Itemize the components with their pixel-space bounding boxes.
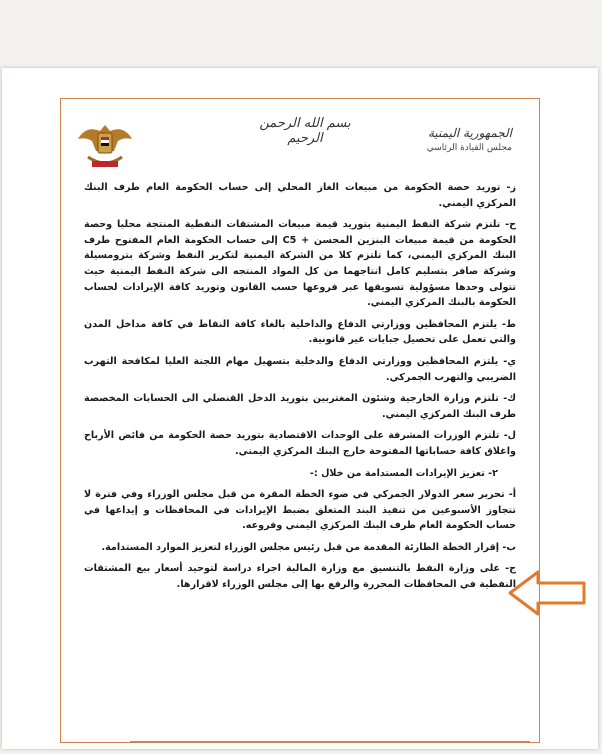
list-item xyxy=(84,561,516,592)
item-text: تلتزم الوزرات المشرفة على الوحدات الاقتصادية بتوريد حصة الحكومة من فائض الأرباح واغلاق كافة حساباتها المفتوحة خارج البنك المركزي اليمني. xyxy=(84,430,516,457)
document-body xyxy=(84,180,516,599)
item-text: تحرير سعر الدولار الجمركي في ضوء الخطة المقرة من قبل مجلس الوزراء وفي فترة لا تتجاوز الأسبوعين من تنفيذ البند المتعلق بضبط الإيرادات في المحافظات و إيداعها في حساب الحكومة العام طرف البنك المركزي اليمني وفروعه. xyxy=(84,489,516,532)
list-item xyxy=(84,180,516,211)
item-text: يلتزم المحافظين ووزارتي الدفاع والدخلية بتسهيل مهام اللجنة العليا لمكافحة التهرب الضريبي والتهرب الجمركي. xyxy=(84,355,516,383)
republic-name: الجمهورية اليمنية xyxy=(427,126,512,140)
item-label: ح- xyxy=(505,219,516,231)
item-label: ط- xyxy=(502,318,516,330)
item-text: توريد حصة الحكومة من مبيعات الغاز المحلي إلى حساب الحكومة العام طرف البنك المركزي اليمني. xyxy=(84,182,516,209)
item-text: على وزارة النفط بالتنسيق مع وزارة المالية اجراء دراسة لتوحيد أسعار بيع المشتقات النفطية في المحافظات المحررة والرفع بها إلى مجلس الوزراء لاقرارها. xyxy=(84,563,516,591)
item-text: تلتزم شركة النفط اليمنية بتوريد قيمة مبيعات المشتقات النفطية المنتجة محليا وحصة الحكومة من قيمة مبيعات البنزين المحسن + C5 إلى حساب الحكومة العام المفتوح طرف البنك المركزي اليمني، كما تلتزم كلا من الشركة اليمنية لتكرير النفط وشركة بترومسيلة وشركة صافر بتسليم كامل انتاجهما من كل المواد المنتجه الى شركة النفط اليمنية حيث تتولى وحدها مسؤولية تسويقها عبر فروعها حسب القانون وتوريد كافة الإيرادات لحساب الحكومة بالبنك المركزي اليمني. xyxy=(84,219,516,309)
list-item xyxy=(84,391,516,422)
item-label: ي- xyxy=(503,355,516,367)
section-heading: ٢- تعزيز الإيرادات المستدامة من خلال :- xyxy=(309,467,498,479)
list-item xyxy=(84,540,516,556)
basmala-calligraphy: بسم الله الرحمن الرحيم xyxy=(259,116,351,146)
item-label: ب- xyxy=(502,541,516,553)
list-item-highlighted xyxy=(84,487,516,534)
list-item xyxy=(84,354,516,385)
list-item xyxy=(84,428,516,459)
emblem-eagle-icon xyxy=(74,117,136,173)
next-page-border xyxy=(130,741,530,754)
item-label: أ- xyxy=(508,489,516,501)
council-name: مجلس القيادة الرئاسي xyxy=(426,143,512,153)
letterhead-title xyxy=(427,126,512,156)
highlight-arrow-icon xyxy=(508,568,588,618)
item-label: ك- xyxy=(503,393,517,405)
item-text: يلتزم المحافظين ووزارتي الدفاع والداخلية بالغاء كافة النقاط في كافة مداخل المدن والتي تعمل على تحصيل جبايات غير قانونية. xyxy=(84,318,516,346)
list-item xyxy=(84,217,516,311)
item-text: إقرار الخطة الطارئة المقدمة من قبل رئيس مجلس الوزراء لتعزيز الموارد المستدامة. xyxy=(101,541,500,553)
item-label: ج- xyxy=(505,563,516,575)
item-label: ز- xyxy=(506,182,517,193)
list-item xyxy=(84,317,516,348)
item-label: ل- xyxy=(503,430,516,442)
item-text: تلتزم وزارة الخارجية وشئون المغتربين بتوريد الدخل القنصلي الى الحسابات المخصصة طرف البنك المركزي اليمني. xyxy=(84,393,516,420)
